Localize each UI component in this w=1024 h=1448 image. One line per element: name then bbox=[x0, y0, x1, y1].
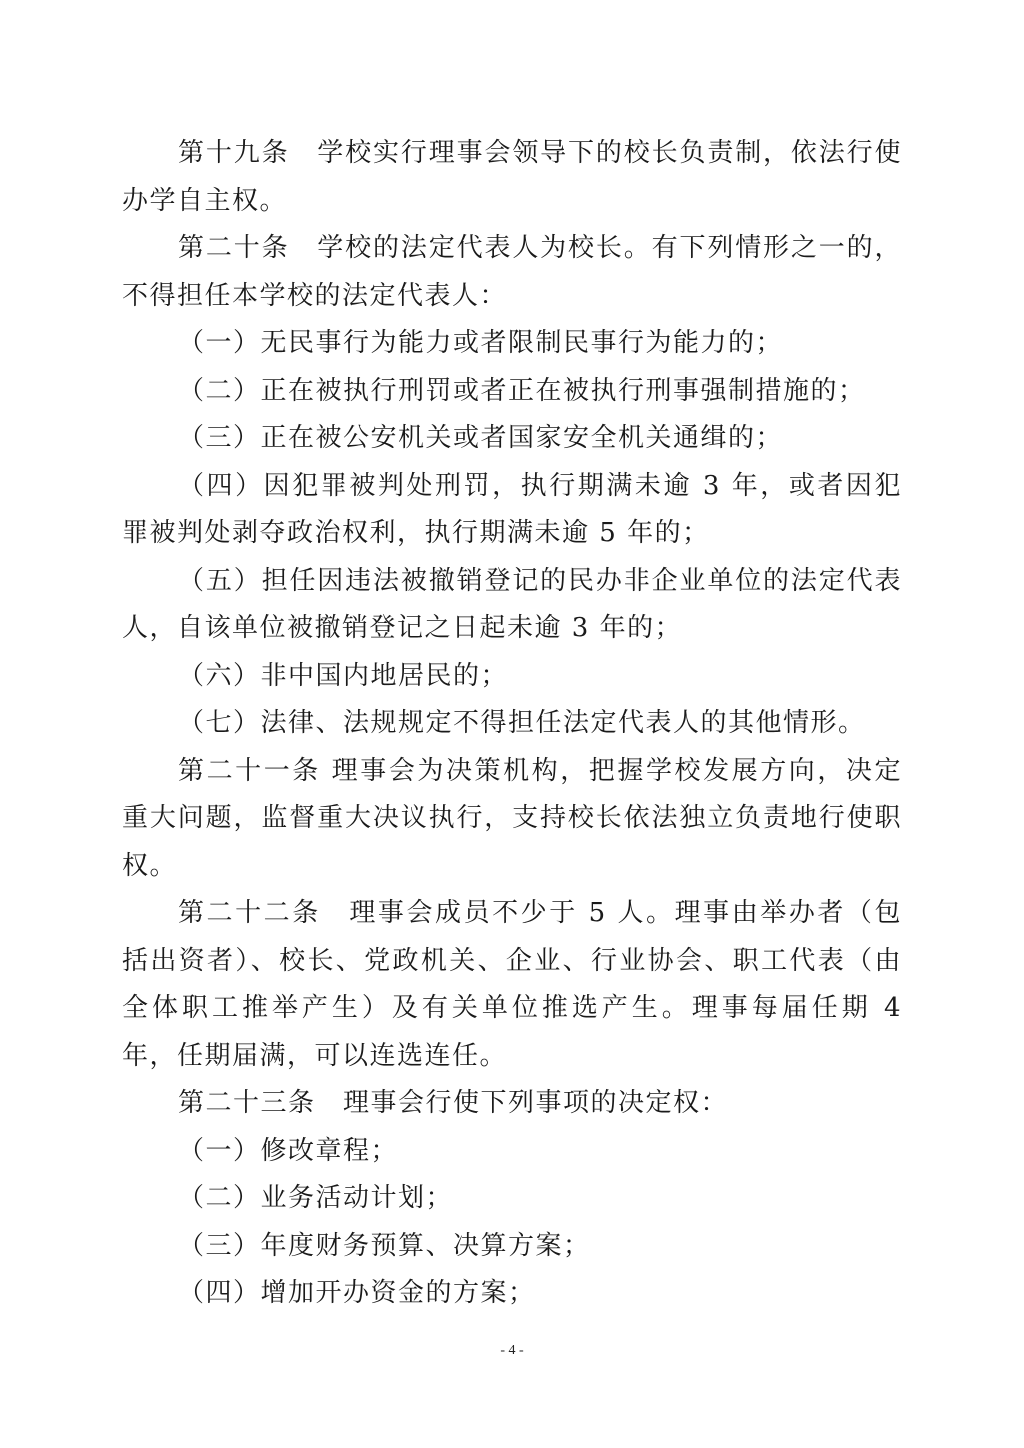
article-20: 第二十条 学校的法定代表人为校长。有下列情形之一的，不得担任本学校的法定代表人： bbox=[122, 233, 902, 311]
article-23: 第二十三条 理事会行使下列事项的决定权： bbox=[178, 1088, 729, 1118]
article-23-item-1: （一）修改章程； bbox=[178, 1135, 399, 1166]
page-number: - 4 - bbox=[500, 1343, 524, 1358]
article-20-item-4: （四）因犯罪被判处刑罚，执行期满未逾 3 年，或者因犯罪被判处剥夺政治权利，执行期满未逾 5 年的； bbox=[122, 470, 902, 548]
article-23-item-4: （四）增加开办资金的方案； bbox=[178, 1278, 536, 1308]
article-20-item-3: （三）正在被公安机关或者国家安全机关通缉的； bbox=[178, 423, 784, 453]
article-20-item-6: （六）非中国内地居民的； bbox=[178, 660, 509, 691]
article-20-item-5: （五）担任因违法被撤销登记的民办非企业单位的法定代表人，自该单位被撤销登记之日起未逾 3 年的； bbox=[122, 565, 902, 643]
article-23-item-2: （二）业务活动计划； bbox=[178, 1183, 454, 1213]
article-20-item-7: （七）法律、法规规定不得担任法定代表人的其他情形。 bbox=[178, 708, 866, 738]
article-21: 第二十一条 理事会为决策机构，把握学校发展方向，决定重大问题，监督重大决议执行，支持校长依法独立负责地行使职权。 bbox=[122, 755, 902, 881]
article-19: 第十九条 学校实行理事会领导下的校长负责制，依法行使办学自主权。 bbox=[122, 138, 902, 216]
article-23-item-3: （三）年度财务预算、决算方案； bbox=[178, 1230, 591, 1261]
document-body bbox=[122, 130, 902, 1318]
article-22: 第二十二条 理事会成员不少于 5 人。理事由举办者（包括出资者）、校长、党政机关、企业、行业协会、职工代表（由全体职工推举产生）及有关单位推选产生。理事每届任期 4 年，任期届满，可以连选连任。 bbox=[122, 898, 902, 1071]
article-20-item-2: （二）正在被执行刑罚或者正在被执行刑事强制措施的； bbox=[178, 375, 866, 406]
article-20-item-1: （一）无民事行为能力或者限制民事行为能力的； bbox=[178, 328, 784, 358]
